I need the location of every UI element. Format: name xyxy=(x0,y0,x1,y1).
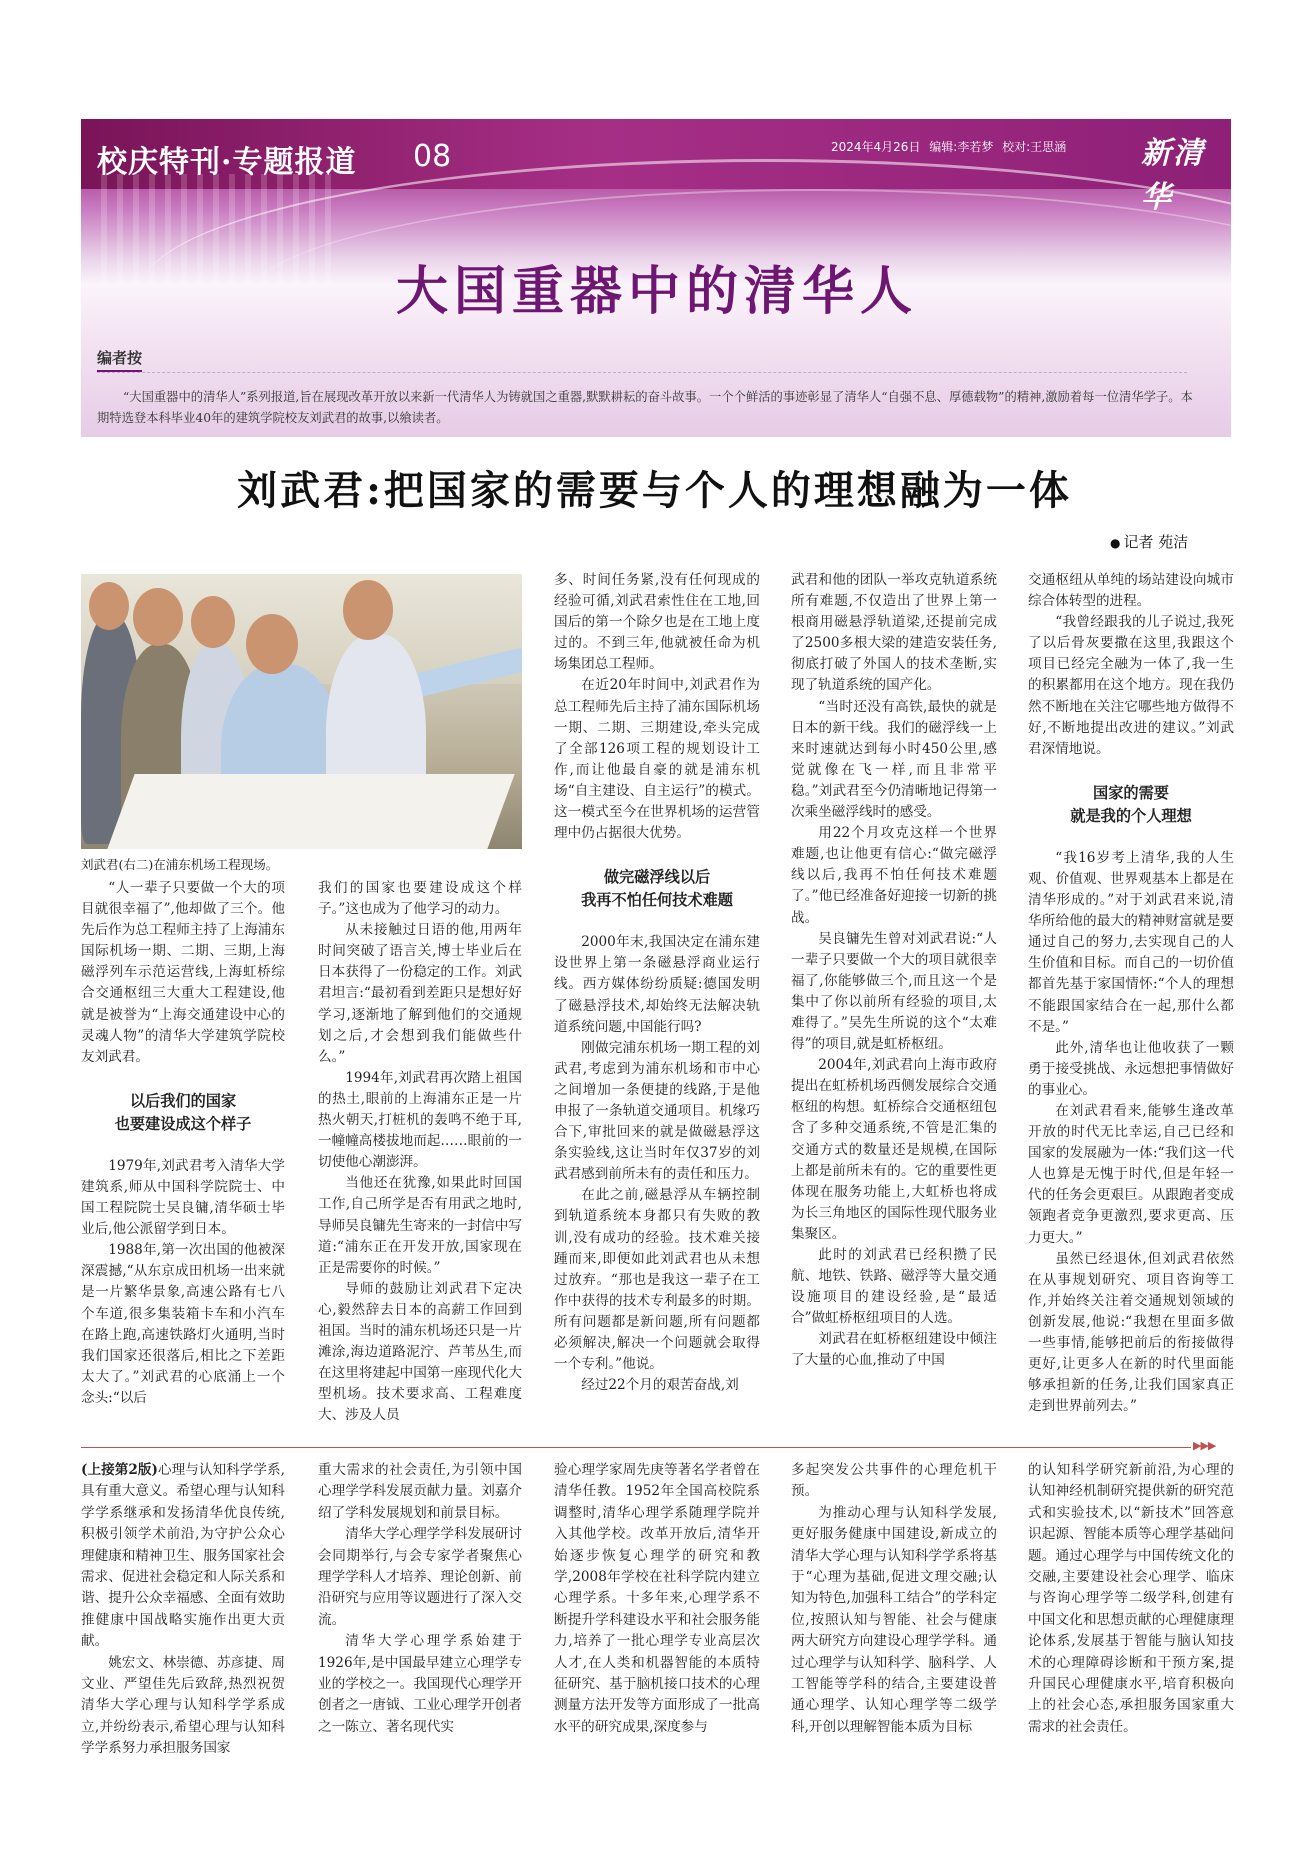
editor-note-rule xyxy=(97,372,1187,373)
paragraph: 姚宏文、林崇德、苏彦捷、周文业、严望佳先后致辞,热烈祝贺清华大学心理与认知科学学系成立,并纷纷表示,希望心理与认知科学学系努力承担服务国家 xyxy=(81,1654,285,1757)
paragraph: 1988年,第一次出国的他被深深震撼,“从东京成田机场一出来就是一片繁华景象,高速公路有七八个车道,很多集装箱卡车和小汽车在路上跑,高速铁路灯火通明,当时我们国家还很落后,相比之下差距太大了。”刘武君的心底涌上一个念头:“以后 xyxy=(81,1242,285,1406)
paragraph: 吴良镛先生曾对刘武君说:“人一辈子只要做一个大的项目就很幸福了,你能够做三个,而且这一个是集中了你以前所有经验的项目,太难得了。”吴先生所说的这个“太难得”的项目,就是虹桥枢纽。 xyxy=(791,930,997,1053)
paragraph: 此时的刘武君已经积攒了民航、地铁、铁路、磁浮等大量交通设施项目的建设经验,是“最适合”做虹桥枢纽项目的人选。 xyxy=(791,1247,997,1327)
paragraph: “我16岁考上清华,我的人生观、价值观、世界观基本上都是在清华形成的。”对于刘武君来说,清华所给他的最大的精神财富就是要通过自己的努力,去实现自己的人生价值和目标。而自己的一切价值都首先基于家国情怀:“个人的理想不能跟国家结合在一起,那什么都不是。” xyxy=(1028,849,1234,1035)
editor-note: “大国重器中的清华人”系列报道,旨在展现改革开放以来新一代清华人为铸就国之重器,默默耕耘的奋斗故事。一个个鲜活的事迹彰显了清华人“自强不息、厚德载物”的精神,激励着每一位清华学子。本期特选登本科毕业40年的建筑学院校友刘武君的故事,以飨读者。 xyxy=(97,390,1193,425)
article-column-1 xyxy=(81,878,285,1409)
paragraph: “我曾经跟我的儿子说过,我死了以后骨灰要撒在这里,我跟这个项目已经完全融为一体了,我一生的积累都用在这个地方。现在我仍然不断地在关注它哪些地方做得不好,不断地提出改进的建议。”刘武君深情地说。 xyxy=(1028,614,1234,757)
paragraph: 的认知科学研究新前沿,为心理的认知神经机制研究提供新的研究范式和实验技术,以“新技术”回答意识起源、智能本质等心理学基础问题。通过心理学与中国传统文化的交融,主要建设社会心理学、临床与咨询心理学等二级学科,创建有中国文化和思想贡献的心理健康理论体系,发展基于智能与脑认知技术的心理障碍诊断和干预方案,提升国民心理健康水平,培育积极向上的社会心态,承担服务国家重大需求的社会责任。 xyxy=(1028,1462,1234,1735)
article-headline: 刘武君:把国家的需要与个人的理想融为一体 xyxy=(237,467,1072,514)
article-column-4 xyxy=(791,570,997,1372)
subheading: 做完磁浮线以后 我再不怕任何技术难题 xyxy=(581,868,733,910)
paragraph: “人一辈子只要做一个大的项目就很幸福了”,他却做了三个。他先后作为总工程师主持了上海浦东国际机场一期、二期、三期,上海磁浮列车示范运营线,上海虹桥综合交通枢纽三大重大工程建设,他就是被誉为“上海交通建设中心的灵魂人物”的清华大学建筑学院校友刘武君。 xyxy=(81,880,285,1065)
article-photo xyxy=(81,574,522,849)
paragraph: 武君和他的团队一举攻克轨道系统所有难题,不仅造出了世界上第一根商用磁悬浮轨道梁,还提前完成了2500多根大梁的建造安装任务,彻底打破了外国人的技术垄断,实现了轨道系统的国产化。 xyxy=(791,572,997,694)
article-column-5 xyxy=(1028,570,1234,1417)
paragraph: 清华大学心理学学科发展研讨会同期举行,与会专家学者聚焦心理学学科人才培养、理论创新、前沿研究与应用等议题进行了深入交流。 xyxy=(318,1526,522,1628)
paragraph: 2004年,刘武君向上海市政府提出在虹桥机场西侧发展综合交通枢纽的构想。虹桥综合交通枢纽包含了多种交通系统,不管是汇集的交通方式的数量还是规模,在国际上都是前所未有的。它的重要性更体现在服务功能上,大虹桥也将成为长三角地区的国际性现代服务业集聚区。 xyxy=(791,1057,997,1242)
paragraph: 虽然已经退休,但刘武君依然在从事规划研究、项目咨询等工作,并始终关注着交通规划领域的创新发展,他说:“我想在里面多做一些事情,能够把前后的衔接做得更好,让更多人在新的时代里面能够承担新的任务,让我们国家真正走到世界前列去。” xyxy=(1028,1250,1234,1415)
byline xyxy=(1110,531,1188,552)
issue-date: 2024年4月26日 xyxy=(831,140,921,154)
masthead-logo: 新清华 xyxy=(1141,136,1205,215)
paragraph: 此外,清华也让他收获了一颗勇于接受挑战、永远想把事情做好的事业心。 xyxy=(1028,1039,1234,1098)
article-column-3 xyxy=(554,570,760,1396)
paragraph: 验心理学家周先庚等著名学者曾在清华任教。1952年全国高校院系调整时,清华心理学系随理学院并入其他学校。改革开放后,清华开始逐步恢复心理学的研究和教学,2008年学校在社科学院内建立心理学系。十多年来,心理学系不断提升学科建设水平和社会服务能力,培养了一批心理学专业高层次人才,在人类和机器智能的本质特征研究、基于脑机接口技术的心理测量方法开发等方面形成了一批高水平的研究成果,深度参与 xyxy=(554,1462,760,1735)
continued-column-3 xyxy=(554,1460,760,1738)
paragraph: 从未接触过日语的他,用两年时间突破了语言关,博士毕业后在日本获得了一份稳定的工作。刘武君坦言:“最初看到差距只是想好好学习,逐渐地了解到他们的交通规划之后,才会想到我们能做些什么。” xyxy=(318,922,522,1065)
paragraph: 在刘武君看来,能够生逢改革开放的时代无比幸运,自己已经和国家的发展融为一体:“我们这一代人也算是无愧于时代,但是年轻一代的任务会更艰巨。从跟跑者变成领跑者竞争更激烈,要求更高、压力更大。” xyxy=(1028,1102,1234,1246)
section-divider xyxy=(81,1447,1191,1448)
paragraph: 1979年,刘武君考入清华大学建筑系,师从中国科学院院士、中国工程院院士吴良镛,清华硕士毕业后,他公派留学到日本。 xyxy=(81,1157,285,1238)
page-banner xyxy=(81,119,1231,437)
paragraph: 2000年末,我国决定在浦东建设世界上第一条磁悬浮商业运行线。西方媒体纷纷质疑:德国发明了磁悬浮技术,却始终无法解决轨道系统问题,中国能行吗? xyxy=(554,934,760,1035)
paragraph: 为推动心理与认知科学发展,更好服务健康中国建设,新成立的清华大学心理与认知科学学系将基于“心理为基础,促进文理交融;认知为特色,加强科工结合”的学科定位,按照认知与智能、社会与健康两大研究方向建设心理学学科。通过心理学与认知科学、脑科学、人工智能等学科的结合,主要建设普通心理学、认知心理学等二级学科,开创以理解智能本质为目标 xyxy=(791,1504,997,1735)
continued-column-5 xyxy=(1028,1460,1234,1738)
continued-tag: (上接第2版) xyxy=(81,1462,158,1478)
paragraph: 用22个月攻克这样一个世界难题,也让他更有信心:“做完磁浮线以后,我再不怕任何技术难题了。”他已经准备好迎接一切新的挑战。 xyxy=(791,825,997,926)
section-title: 校庆特刊·专题报道 xyxy=(97,145,357,180)
paragraph: 1994年,刘武君再次踏上祖国的热土,眼前的上海浦东正是一片热火朝天,打桩机的轰鸣不绝于耳,一幢幢高楼拔地而起……眼前的一切使他心潮澎湃。 xyxy=(318,1069,522,1171)
paragraph: 当他还在犹豫,如果此时回国工作,自己所学是否有用武之地时,导师吴良镛先生寄来的一封信中写道:“浦东正在开发开放,国家现在正是需要你的时候。” xyxy=(318,1175,522,1276)
article-column-2 xyxy=(318,878,522,1426)
paragraph: 清华大学心理学系始建于1926年,是中国最早建立心理学专业的学校之一。我国现代心理学开创者之一唐钺、工业心理学开创者之一陈立、著名现代实 xyxy=(318,1633,522,1735)
byline-text: 记者 苑洁 xyxy=(1123,533,1189,551)
proofreader-credit: 校对:王思涵 xyxy=(1002,140,1067,154)
editor-note-label: 编者按 xyxy=(97,347,142,372)
paragraph: (上接第2版)心理与认知科学学系,具有重大意义。希望心理与认知科学学系继承和发扬清华优良传统,积极引领学术前沿,为守护公众心理健康和精神卫生、服务国家社会需求、促进社会稳定和人际关系和谐、提升公众幸福感、全面有效助推健康中国战略实施作出更大贡献。 xyxy=(81,1462,285,1650)
series-title: 大国重器中的清华人 xyxy=(396,261,919,322)
continued-column-4 xyxy=(791,1460,997,1738)
paragraph: 重大需求的社会责任,为引领中国心理学学科发展贡献力量。刘嘉介绍了学科发展规划和前景目标。 xyxy=(318,1462,522,1521)
triangle-arrows-icon: ▶▶▶ xyxy=(1193,1439,1216,1452)
photo-caption: 刘武君(右二)在浦东机场工程现场。 xyxy=(81,857,279,872)
subheading: 以后我们的国家 也要建设成这个样子 xyxy=(114,1091,252,1133)
paragraph: “当时还没有高铁,最快的就是日本的新干线。我们的磁浮线一上来时速就达到每小时450公里,感觉就像在飞一样,而且非常平稳。”刘武君至今仍清晰地记得第一次乘坐磁浮线时的感受。 xyxy=(791,698,997,821)
paragraph: 在此之前,磁悬浮从车辆控制到轨道系统本身都只有失败的教训,没有成功的经验。技术难关接踵而来,即便如此刘武君也从未想过放弃。“那也是我这一辈子在工作中获得的技术专利最多的时期。所有问题都是新问题,所有问题都必须解决,解决一个问题就会取得一个专利。”他说。 xyxy=(554,1187,760,1373)
paragraph: 我们的国家也要建设成这个样子。”这也成为了他学习的动力。 xyxy=(318,880,522,918)
paragraph: 刘武君在虹桥枢纽建设中倾注了大量的心血,推动了中国 xyxy=(791,1331,997,1369)
subheading: 国家的需要 就是我的个人理想 xyxy=(1070,783,1192,825)
header-meta xyxy=(831,138,1066,155)
paragraph: 多起突发公共事件的心理危机干预。 xyxy=(791,1462,997,1500)
paragraph: 多、时间任务紧,没有任何现成的经验可循,刘武君索性住在工地,回国后的第一个除夕也是在工地上度过的。不到三年,他就被任命为机场集团总工程师。 xyxy=(554,572,760,673)
paragraph: 导师的鼓励让刘武君下定决心,毅然辞去日本的高薪工作回到祖国。当时的浦东机场还只是一片滩涂,海边道路泥泞、芦苇丛生,而在这里将建起中国第一座现代化大型机场。技术要求高、工程难度大、涉及人员 xyxy=(318,1280,522,1424)
continued-column-2 xyxy=(318,1460,522,1738)
paragraph: 交通枢纽从单纯的场站建设向城市综合体转型的进程。 xyxy=(1028,572,1234,610)
paragraph: 刚做完浦东机场一期工程的刘武君,考虑到为浦东机场和市中心之间增加一条便捷的线路,于是他申报了一条轨道交通项目。机缘巧合下,审批回来的就是做磁悬浮这条实验线,这让当时年仅37岁的刘武君感到前所未有的责任和压力。 xyxy=(554,1039,760,1183)
paragraph: 在近20年时间中,刘武君作为总工程师先后主持了浦东国际机场一期、二期、三期建设,牵头完成了全部126项工程的规划设计工作,而让他最自豪的就是浦东机场“自主建设、自主运行”的模式。这一模式至今在世界机场的运营管理中仍占据很大优势。 xyxy=(554,677,760,842)
editor-credit: 编辑:李若梦 xyxy=(929,140,994,154)
paragraph: 经过22个月的艰苦奋战,刘 xyxy=(581,1377,739,1394)
bullet-icon: ● xyxy=(1110,536,1121,550)
continued-column-1 xyxy=(81,1460,285,1760)
page-number: 08 xyxy=(413,139,452,174)
